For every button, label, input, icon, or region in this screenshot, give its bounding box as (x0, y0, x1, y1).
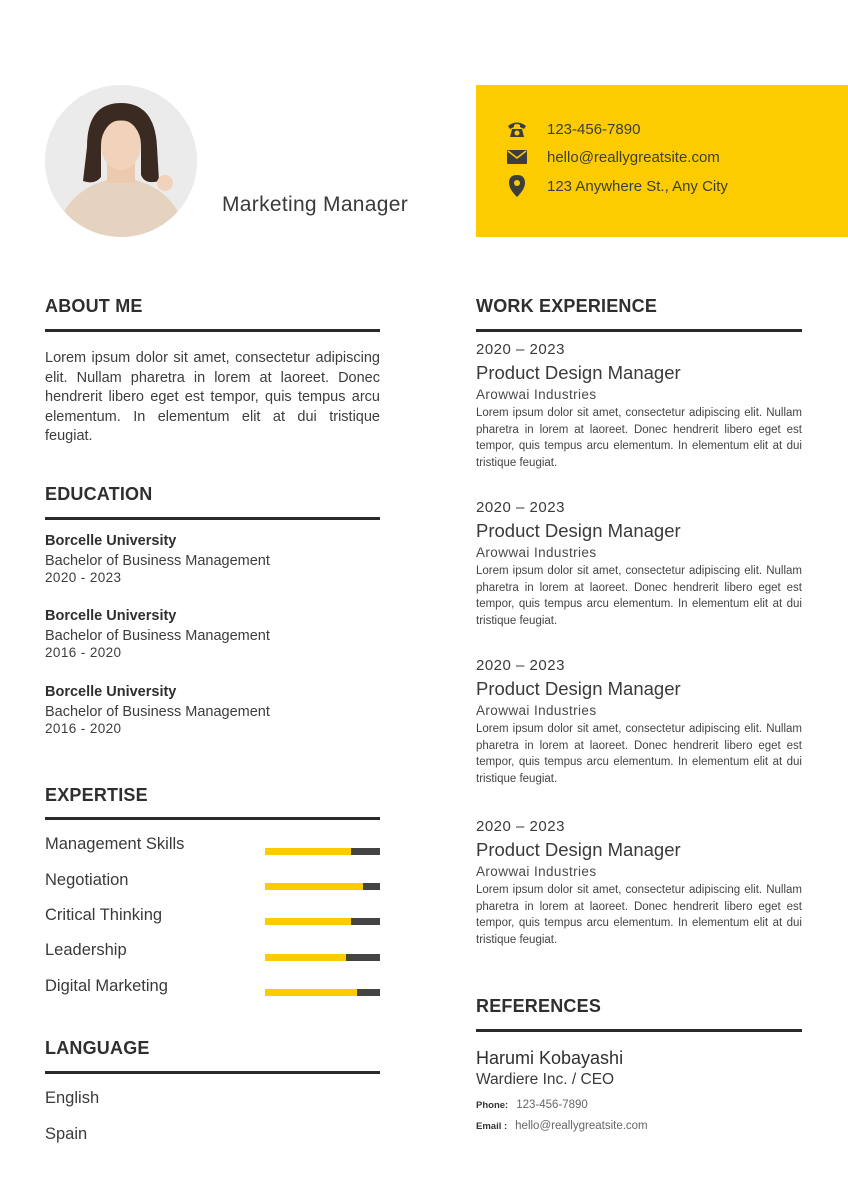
phone-icon (506, 118, 528, 140)
work-dates: 2020 – 2023 (476, 341, 565, 358)
about-divider (45, 329, 380, 332)
education-degree: Bachelor of Business Management (45, 628, 270, 644)
contact-address (506, 175, 728, 197)
skill-bar (265, 883, 380, 890)
language-title: LANGUAGE (45, 1038, 150, 1058)
work-entry (476, 818, 802, 948)
work-divider (476, 329, 802, 332)
education-title: EDUCATION (45, 484, 153, 504)
work-entry (476, 341, 802, 471)
reference-phone (476, 1099, 588, 1111)
work-title: WORK EXPERIENCE (476, 296, 658, 316)
contact-address-text: 123 Anywhere St., Any City (547, 177, 728, 195)
work-job-title: Product Design Manager (476, 678, 681, 699)
education-school: Borcelle University (45, 533, 177, 549)
work-job-title: Product Design Manager (476, 362, 681, 383)
skill-bar (265, 989, 380, 996)
education-years: 2020 - 2023 (45, 570, 122, 585)
skill-label: Digital Marketing (45, 977, 168, 995)
skill-label: Management Skills (45, 835, 185, 853)
education-years: 2016 - 2020 (45, 721, 122, 736)
work-company: Arowwai Industries (476, 703, 597, 718)
education-degree: Bachelor of Business Management (45, 553, 270, 569)
education-entry (45, 684, 380, 736)
skill-bar-fill (265, 954, 346, 961)
language-item: Spain (45, 1125, 88, 1143)
language-divider (45, 1071, 380, 1074)
skill-bar-fill (265, 918, 351, 925)
work-description: Lorem ipsum dolor sit amet, consectetur adipiscing elit. Nullam pharetra in lorem at laoreet. Donec hendrerit libero eget est tempor, quis tempus arcu elementum. In elementum elit at dui tristique feugiat. (476, 884, 802, 946)
education-degree: Bachelor of Business Management (45, 704, 270, 720)
reference-email (476, 1120, 648, 1132)
education-school: Borcelle University (45, 608, 177, 624)
skill-bar-fill (265, 848, 351, 855)
reference-email-label: Email : (476, 1121, 508, 1132)
profile-photo (45, 85, 197, 237)
work-company: Arowwai Industries (476, 545, 597, 560)
skill-bar (265, 848, 380, 855)
contact-phone (506, 118, 640, 140)
expertise-title: EXPERTISE (45, 785, 148, 805)
education-years: 2016 - 2020 (45, 645, 122, 660)
work-entry (476, 657, 802, 787)
work-job-title: Product Design Manager (476, 839, 681, 860)
contact-email (506, 146, 720, 168)
reference-phone-value: 123-456-7890 (516, 1099, 588, 1111)
skill-label: Leadership (45, 941, 127, 959)
education-school: Borcelle University (45, 684, 177, 700)
work-description: Lorem ipsum dolor sit amet, consectetur adipiscing elit. Nullam pharetra in lorem at laoreet. Donec hendrerit libero eget est tempor, quis tempus arcu elementum. In elementum elit at dui tristique feugiat. (476, 565, 802, 627)
work-company: Arowwai Industries (476, 387, 597, 402)
skill-bar-fill (265, 883, 363, 890)
references-title: REFERENCES (476, 996, 602, 1016)
expertise-divider (45, 817, 380, 820)
contact-email-text: hello@reallygreatsite.com (547, 148, 720, 166)
work-entry (476, 499, 802, 629)
job-role: Marketing Manager (222, 193, 409, 216)
language-item: English (45, 1089, 100, 1107)
about-title: ABOUT ME (45, 296, 143, 316)
mail-icon (506, 146, 528, 168)
work-description: Lorem ipsum dolor sit amet, consectetur adipiscing elit. Nullam pharetra in lorem at laoreet. Donec hendrerit libero eget est tempor, quis tempus arcu elementum. In elementum elit at dui tristique feugiat. (476, 407, 802, 469)
references-divider (476, 1029, 802, 1032)
work-dates: 2020 – 2023 (476, 499, 565, 516)
location-pin-icon (506, 175, 528, 197)
reference-email-value: hello@reallygreatsite.com (515, 1120, 648, 1132)
skill-label: Negotiation (45, 871, 129, 889)
education-entry (45, 533, 380, 585)
contact-panel (476, 85, 848, 237)
work-dates: 2020 – 2023 (476, 657, 565, 674)
reference-company: Wardiere Inc. / CEO (476, 1071, 615, 1088)
education-divider (45, 517, 380, 520)
about-text: Lorem ipsum dolor sit amet, consectetur adipiscing elit. Nullam pharetra in lorem at laoreet. Donec hendrerit libero eget est tempor, quis tempus arcu elementum. In elementum elit at dui tristique feugiat. (45, 350, 380, 444)
education-entry (45, 608, 380, 660)
reference-name: Harumi Kobayashi (476, 1048, 624, 1068)
reference-phone-label: Phone: (476, 1100, 509, 1111)
work-dates: 2020 – 2023 (476, 818, 565, 835)
skill-bar (265, 918, 380, 925)
work-company: Arowwai Industries (476, 864, 597, 879)
work-description: Lorem ipsum dolor sit amet, consectetur adipiscing elit. Nullam pharetra in lorem at laoreet. Donec hendrerit libero eget est tempor, quis tempus arcu elementum. In elementum elit at dui tristique feugiat. (476, 723, 802, 785)
skill-label: Critical Thinking (45, 906, 163, 924)
contact-phone-text: 123-456-7890 (547, 120, 641, 138)
work-job-title: Product Design Manager (476, 520, 681, 541)
skill-bar-fill (265, 989, 357, 996)
skill-bar (265, 954, 380, 961)
